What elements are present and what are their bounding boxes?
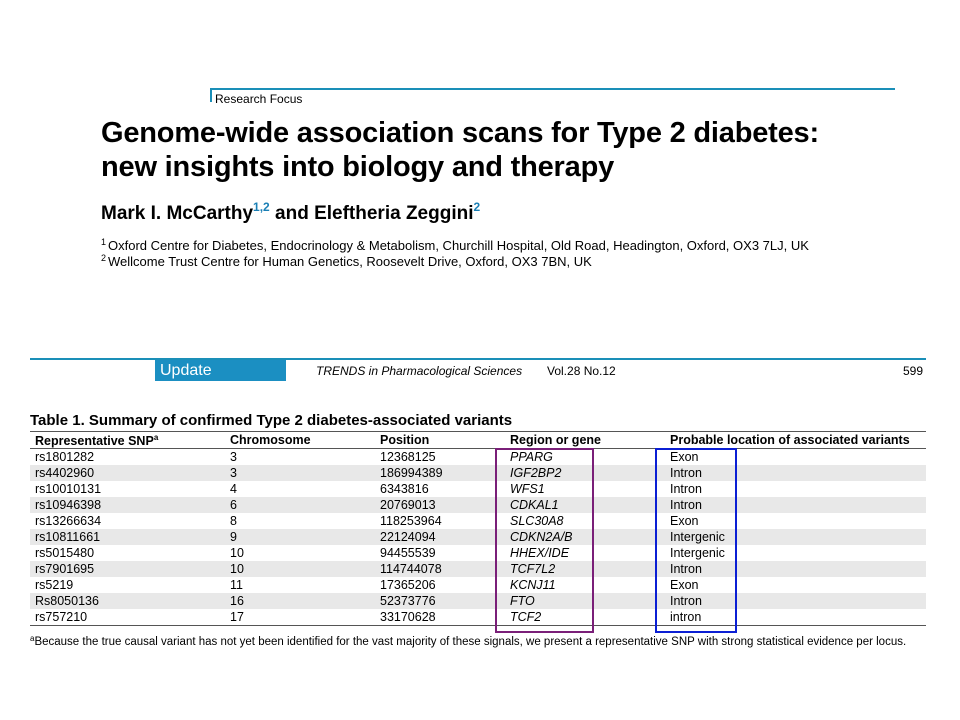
cell-chromosome: 8 <box>230 514 237 528</box>
column-header-region: Region or gene <box>505 432 665 449</box>
cell-location: Exon <box>670 578 699 592</box>
affiliation-2-number: 2 <box>101 253 107 263</box>
cell-location: Intergenic <box>665 529 926 545</box>
journal-name: TRENDS in Pharmacological Sciences <box>316 364 523 378</box>
cell-chromosome: 3 <box>225 465 375 481</box>
cell-snp: Rs8050136 <box>30 593 225 609</box>
cell-position: 118253964 <box>380 514 442 528</box>
update-badge: Update <box>155 360 286 381</box>
cell-position: 33170628 <box>375 609 505 626</box>
title-line-2: new insights into biology and therapy <box>101 151 615 183</box>
column-header-location: Probable location of associated variants <box>665 432 926 449</box>
cell-snp: rs5219 <box>35 578 74 592</box>
affiliation-2-text: Wellcome Trust Centre for Human Genetics, Roosevelt Drive, Oxford, OX3 7BN, UK <box>108 254 592 269</box>
cell-gene: HHEX/IDE <box>510 546 570 560</box>
table-row <box>30 609 926 626</box>
affiliation-1-text: Oxford Centre for Diabetes, Endocrinology & Metabolism, Churchill Hospital, Old Road, Headington, Oxford, OX3 7LJ, UK <box>108 238 809 253</box>
cell-gene: SLC30A8 <box>510 514 564 528</box>
cell-gene: CDKAL1 <box>505 497 665 513</box>
cell-position: 20769013 <box>375 497 505 513</box>
cell-position: 186994389 <box>375 465 505 481</box>
cell-gene: CDKN2A/B <box>505 529 665 545</box>
author-join: and <box>275 203 309 224</box>
cell-location: Intron <box>665 561 926 577</box>
cell-location: Exon <box>670 450 699 464</box>
cell-chromosome: 11 <box>230 578 243 592</box>
cell-location: Intron <box>665 497 926 513</box>
cell-location: intron <box>665 609 926 626</box>
table-footnote <box>30 634 906 648</box>
table-header-row <box>30 432 926 449</box>
cell-position: 22124094 <box>375 529 505 545</box>
author-line <box>101 200 480 225</box>
table-row <box>30 577 926 593</box>
cell-snp: rs757210 <box>30 609 225 626</box>
footnote-mark: a <box>30 634 35 643</box>
affiliation-1 <box>101 237 809 253</box>
cell-chromosome: 16 <box>225 593 375 609</box>
affiliation-1-number: 1 <box>101 237 107 247</box>
title-line-1: Genome-wide association scans for Type 2 diabetes: <box>101 117 819 149</box>
column-header-snp <box>30 432 225 449</box>
table-row <box>30 481 926 497</box>
section-label: Research Focus <box>215 92 303 106</box>
variants-table <box>30 431 926 626</box>
table-row <box>30 513 926 529</box>
cell-position: 94455539 <box>380 546 436 560</box>
table-row <box>30 529 926 545</box>
location-column-highlight-box <box>655 448 737 633</box>
column-header-snp-label: Representative SNP <box>35 433 154 448</box>
cell-chromosome: 10 <box>225 561 375 577</box>
cell-gene: FTO <box>505 593 665 609</box>
cell-chromosome: 10 <box>230 546 244 560</box>
table-row <box>30 465 926 481</box>
cell-location: Intron <box>665 593 926 609</box>
gene-column-highlight-box <box>495 448 594 633</box>
cell-position: 114744078 <box>375 561 505 577</box>
cell-chromosome: 3 <box>230 450 237 464</box>
table-caption: Table 1. Summary of confirmed Type 2 diabetes-associated variants <box>30 412 513 429</box>
cell-snp: rs7901695 <box>30 561 225 577</box>
section-rule <box>210 88 895 90</box>
column-header-position: Position <box>375 432 505 449</box>
cell-gene: TCF2 <box>505 609 665 626</box>
header-footnote-mark: a <box>153 432 159 442</box>
cell-location: Intron <box>665 465 926 481</box>
cell-gene: IGF2BP2 <box>505 465 665 481</box>
cell-snp: rs1801282 <box>35 450 95 464</box>
table-row <box>30 561 926 577</box>
table-row <box>30 593 926 609</box>
cell-gene: TCF7L2 <box>505 561 665 577</box>
table-row <box>30 545 926 561</box>
author-1-affiliation: 1,2 <box>253 200 270 214</box>
cell-position: 12368125 <box>380 450 436 464</box>
journal-volume: Vol.28 No.12 <box>547 364 616 378</box>
section-rule-tick <box>210 88 212 102</box>
footnote-text: Because the true causal variant has not yet been identified for the vast majority of these signals, we present a representative SNP with strong statistical evidence per locus. <box>34 636 907 648</box>
author-2: Eleftheria Zeggini <box>314 203 474 224</box>
cell-snp: rs10010131 <box>35 482 102 496</box>
cell-snp: rs10811661 <box>30 529 225 545</box>
cell-location: Intergenic <box>670 546 725 560</box>
table-row <box>30 497 926 513</box>
cell-location: Exon <box>670 514 699 528</box>
cell-location: Intron <box>670 482 702 496</box>
cell-chromosome: 17 <box>225 609 375 626</box>
cell-position: 17365206 <box>380 578 436 592</box>
cell-snp: rs13266634 <box>35 514 102 528</box>
cell-chromosome: 4 <box>230 482 237 496</box>
cell-chromosome: 6 <box>225 497 375 513</box>
table-row <box>30 449 926 466</box>
cell-position: 6343816 <box>380 482 429 496</box>
author-1: Mark I. McCarthy <box>101 203 254 224</box>
article-title <box>101 116 819 184</box>
cell-gene: KCNJ11 <box>510 578 556 592</box>
cell-position: 52373776 <box>375 593 505 609</box>
cell-chromosome: 9 <box>225 529 375 545</box>
cell-gene: PPARG <box>510 450 553 464</box>
cell-snp: rs10946398 <box>30 497 225 513</box>
column-header-chromosome: Chromosome <box>225 432 375 449</box>
cell-snp: rs4402960 <box>30 465 225 481</box>
author-2-affiliation: 2 <box>473 200 481 214</box>
cell-snp: rs5015480 <box>35 546 95 560</box>
cell-gene: WFS1 <box>510 482 545 496</box>
page-number: 599 <box>903 364 924 378</box>
affiliation-2 <box>101 253 592 269</box>
